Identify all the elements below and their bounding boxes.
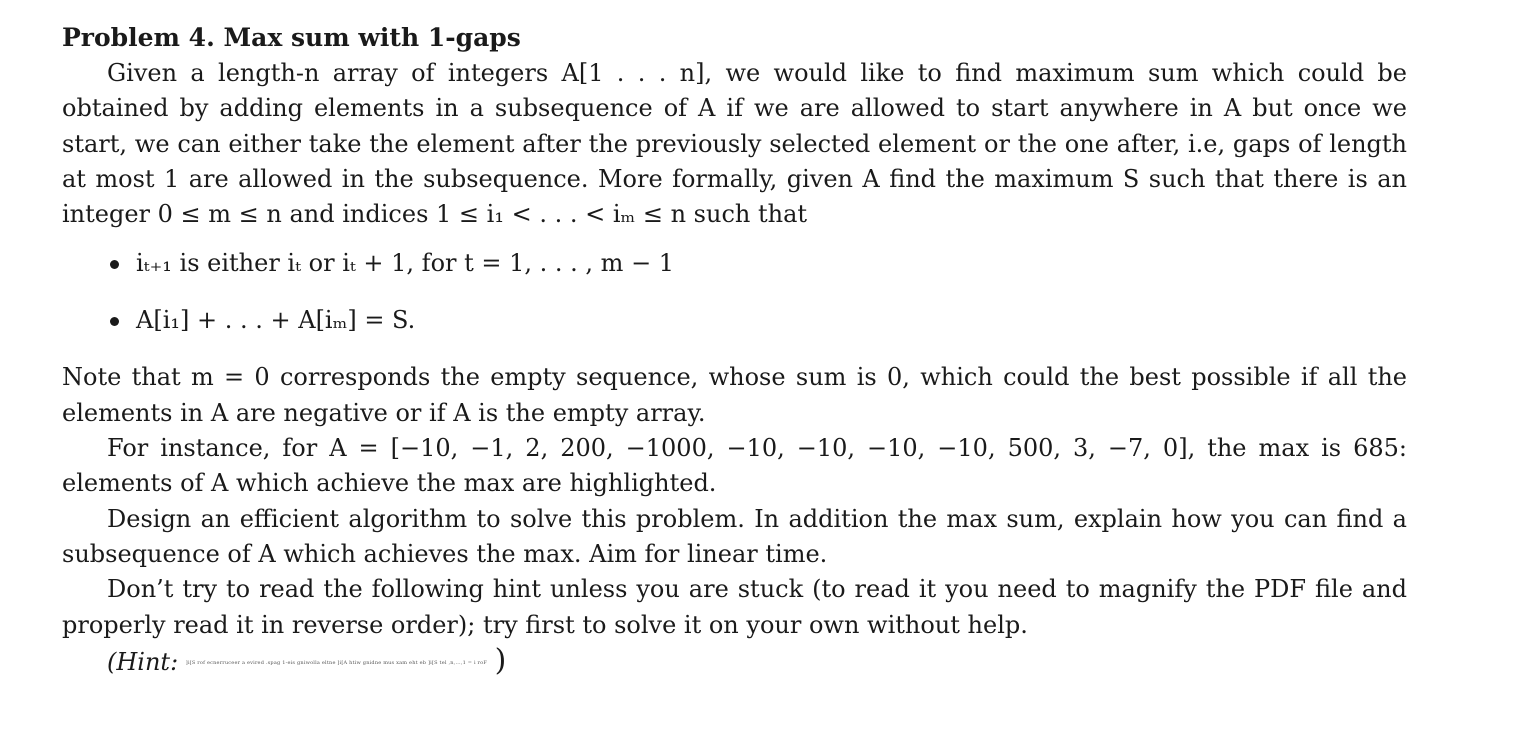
paragraph-example: For instance, for A = [−10, −1, 2, 200, −1000, −10, −10, −10, −10, 500, 3, −7, 0], the max is 685: elements of A which achieve the max are highlighted. xyxy=(62,434,1407,498)
hint-reversed-text: ]i[S rof ecnerruceer a evired .spag 1-eis gniwolla eltne ]i[A htiw gnidne mus xam eht eb ]i[S tel ,n,...,1 = i roF xyxy=(185,659,488,666)
paragraph-statement: Given a length-n array of integers A[1 . . . n], we would like to find maximum sum which could be obtained by adding elements in a subsequence of A if we are allowed to start anywhere in A but once we start, we can either take the element after the previously selected element or the one after, i.e, gaps of length at most 1 are allowed in the subsequence. More formally, given A find the maximum S such that there is an integer 0 ≤ m ≤ n and indices 1 ≤ i₁ < . . . < iₘ ≤ n such that xyxy=(62,59,1407,229)
hint-line xyxy=(62,643,1407,681)
hint-label: (Hint: xyxy=(107,647,179,676)
bullet-icon xyxy=(110,317,119,326)
conditions-list xyxy=(62,246,1407,338)
problem-title: Problem 4. Max sum with 1-gaps xyxy=(62,23,521,52)
bullet-icon xyxy=(110,260,119,269)
hint-close-paren: ) xyxy=(494,642,507,678)
condition-item: iₜ₊₁ is either iₜ or iₜ + 1, for t = 1, . . . , m − 1 xyxy=(62,246,1407,281)
paragraph-note: Note that m = 0 corresponds the empty sequence, whose sum is 0, which could the best possible if all the elements in A are negative or if A is the empty array. xyxy=(62,363,1407,427)
paragraph-task: Design an efficient algorithm to solve this problem. In addition the max sum, explain how you can find a subsequence of A which achieves the max. Aim for linear time. xyxy=(62,504,1407,568)
paragraph-hint-intro: Don’t try to read the following hint unless you are stuck (to read it you need to magnify the PDF file and properly read it in reverse order); try first to solve it on your own without help. xyxy=(62,575,1407,639)
condition-item: A[i₁] + . . . + A[iₘ] = S. xyxy=(62,303,1407,338)
problem-page xyxy=(62,20,1407,681)
